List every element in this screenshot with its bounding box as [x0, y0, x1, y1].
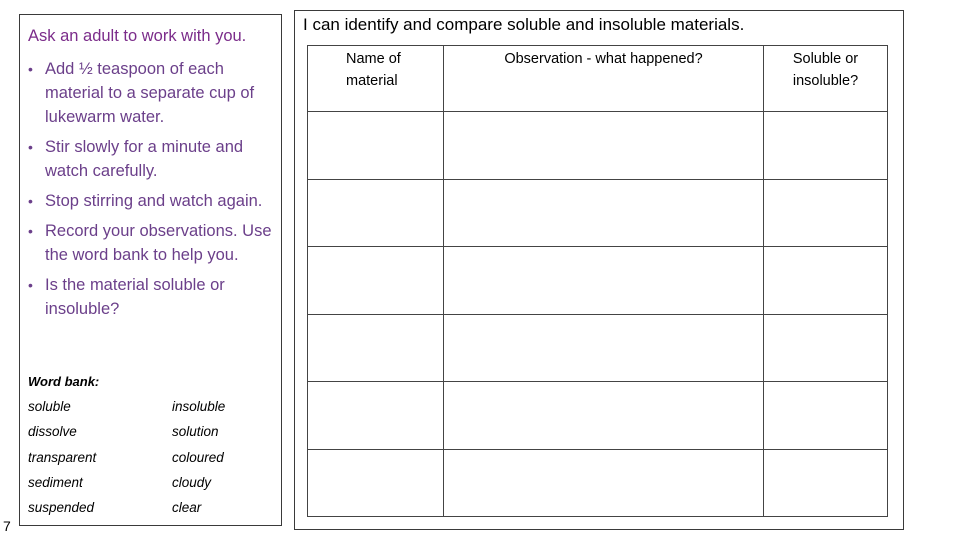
word-bank-title: Word bank:	[28, 374, 100, 389]
observation-table	[307, 45, 888, 517]
material-name-cell[interactable]	[308, 314, 444, 382]
observation-panel	[294, 10, 904, 530]
observation-cell[interactable]	[444, 382, 764, 450]
word-bank-word: insoluble	[172, 399, 226, 414]
material-name-cell[interactable]	[308, 247, 444, 315]
word-bank-row	[28, 424, 278, 449]
word-bank-word: suspended	[28, 500, 95, 516]
header-name-of-material: Name of material	[308, 46, 444, 112]
soluble-answer-cell[interactable]	[764, 449, 888, 517]
word-bank-word: transparent	[28, 449, 97, 465]
header-observation: Observation - what happened?	[444, 46, 764, 112]
table-row	[308, 449, 888, 517]
word-bank-word: soluble	[28, 399, 71, 414]
table-row	[308, 382, 888, 450]
soluble-answer-cell[interactable]	[764, 314, 888, 382]
material-name-cell[interactable]	[308, 112, 444, 180]
word-bank-word: coloured	[172, 449, 224, 465]
soluble-answer-cell[interactable]	[764, 179, 888, 247]
table-row	[308, 112, 888, 180]
instruction-list	[20, 57, 283, 327]
material-name-cell[interactable]	[308, 179, 444, 247]
observation-cell[interactable]	[444, 112, 764, 180]
word-bank-word: dissolve	[28, 424, 77, 440]
bullet-icon: •	[28, 277, 33, 293]
instruction-step: • Add ½ teaspoon of each material to a separate cup of lukewarm water.	[20, 57, 283, 129]
observation-cell[interactable]	[444, 247, 764, 315]
instruction-step: • Is the material soluble or insoluble?	[20, 273, 283, 321]
word-bank-word: solution	[172, 424, 219, 440]
bullet-icon: •	[28, 61, 33, 77]
table-row	[308, 247, 888, 315]
material-name-cell[interactable]	[308, 382, 444, 450]
header-soluble-or-insoluble: Soluble or insoluble?	[764, 46, 888, 112]
bullet-icon: •	[28, 193, 33, 209]
word-bank-row	[28, 500, 278, 525]
material-name-cell[interactable]	[308, 449, 444, 517]
word-bank	[28, 399, 278, 525]
soluble-answer-cell[interactable]	[764, 112, 888, 180]
page-number: 7	[3, 518, 11, 534]
word-bank-row	[28, 450, 278, 475]
instruction-step: • Record your observations. Use the word bank to help you.	[20, 219, 283, 267]
word-bank-word: sediment	[28, 474, 83, 490]
bullet-icon: •	[28, 223, 33, 239]
soluble-answer-cell[interactable]	[764, 247, 888, 315]
word-bank-word: cloudy	[172, 474, 212, 490]
instructions-panel	[19, 14, 282, 526]
learning-objective: I can identify and compare soluble and insoluble materials.	[303, 15, 745, 34]
bullet-icon: •	[28, 139, 33, 155]
table-row	[308, 179, 888, 247]
word-bank-row	[28, 399, 278, 424]
observation-cell[interactable]	[444, 179, 764, 247]
instructions-title: Ask an adult to work with you.	[28, 27, 247, 45]
instruction-step: • Stir slowly for a minute and watch carefully.	[20, 135, 283, 183]
word-bank-row	[28, 475, 278, 500]
instruction-step: • Stop stirring and watch again.	[20, 189, 283, 213]
soluble-answer-cell[interactable]	[764, 382, 888, 450]
word-bank-word: clear	[172, 500, 202, 516]
table-header-row	[308, 46, 888, 112]
table-row	[308, 314, 888, 382]
observation-cell[interactable]	[444, 449, 764, 517]
observation-cell[interactable]	[444, 314, 764, 382]
